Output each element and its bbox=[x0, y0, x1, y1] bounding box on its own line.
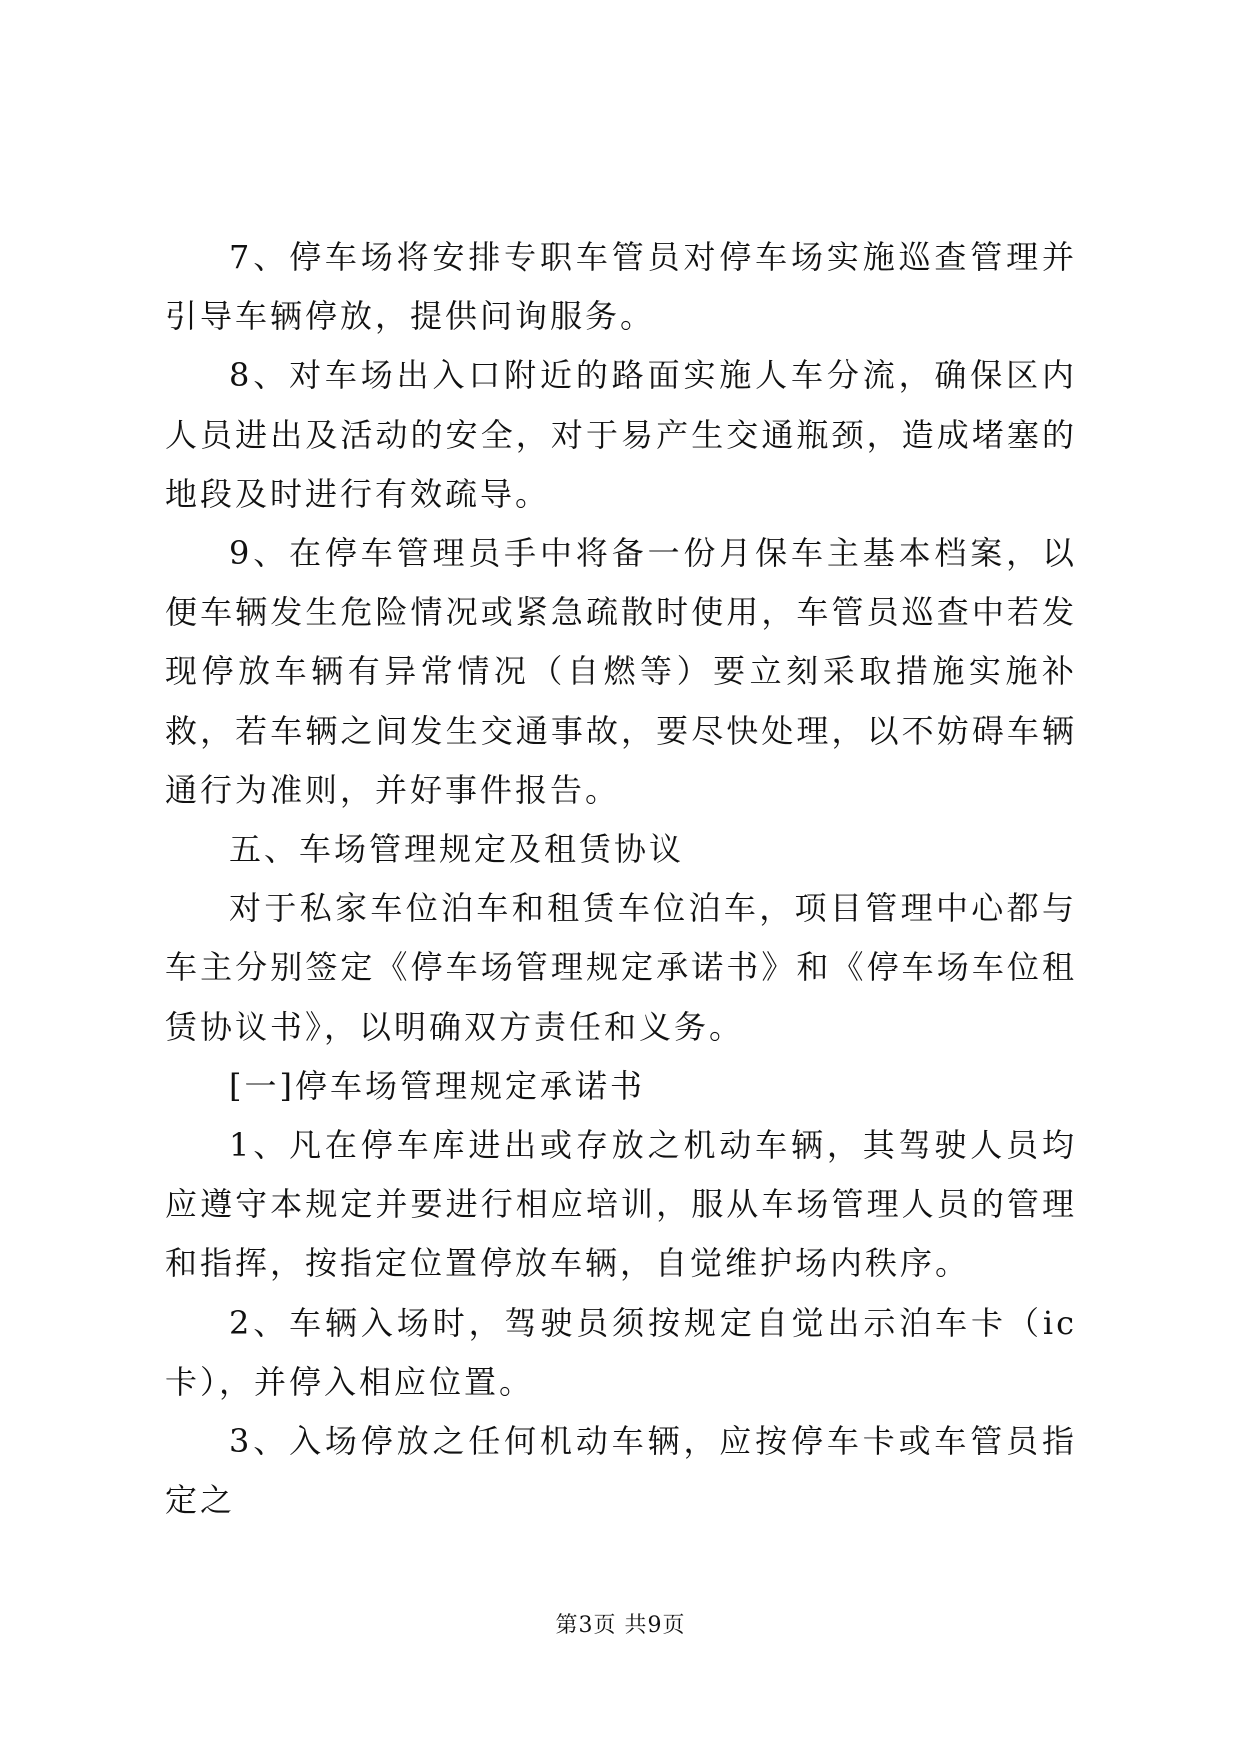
paragraph-item-8: 8、对车场出入口附近的路面实施人车分流，确保区内人员进出及活动的安全，对于易产生交通瓶颈，造成堵塞的地段及时进行有效疏导。 bbox=[165, 356, 1077, 513]
section-heading-5: 五、车场管理规定及租赁协议 bbox=[229, 830, 685, 869]
document-body bbox=[165, 228, 1077, 1530]
paragraph-intro: 对于私家车位泊车和租赁车位泊车，项目管理中心都与车主分别签定《停车场管理规定承诺书》和《停车场车位租赁协议书》，以明确双方责任和义务。 bbox=[165, 889, 1077, 1046]
paragraph-item-9: 9、在停车管理员手中将备一份月保车主基本档案，以便车辆发生危险情况或紧急疏散时使用，车管员巡查中若发现停放车辆有异常情况（自燃等）要立刻采取措施实施补救，若车辆之间发生交通事故，要尽快处理，以不妨碍车辆通行为准则，并好事件报告。 bbox=[165, 534, 1077, 809]
page-footer: 第3页 共9页 bbox=[555, 1613, 686, 1638]
paragraph-rule-1: 1、凡在停车库进出或存放之机动车辆，其驾驶人员均应遵守本规定并要进行相应培训，服从车场管理人员的管理和指挥，按指定位置停放车辆，自觉维护场内秩序。 bbox=[165, 1126, 1077, 1283]
paragraph-rule-2: 2、车辆入场时，驾驶员须按规定自觉出示泊车卡（ic卡），并停入相应位置。 bbox=[165, 1303, 1077, 1401]
subsection-heading-1: [一]停车场管理规定承诺书 bbox=[229, 1066, 645, 1105]
paragraph-rule-3: 3、入场停放之任何机动车辆，应按停车卡或车管员指定之 bbox=[165, 1422, 1077, 1520]
paragraph-item-7: 7、停车场将安排专职车管员对停车场实施巡查管理并引导车辆停放，提供问询服务。 bbox=[165, 238, 1077, 336]
